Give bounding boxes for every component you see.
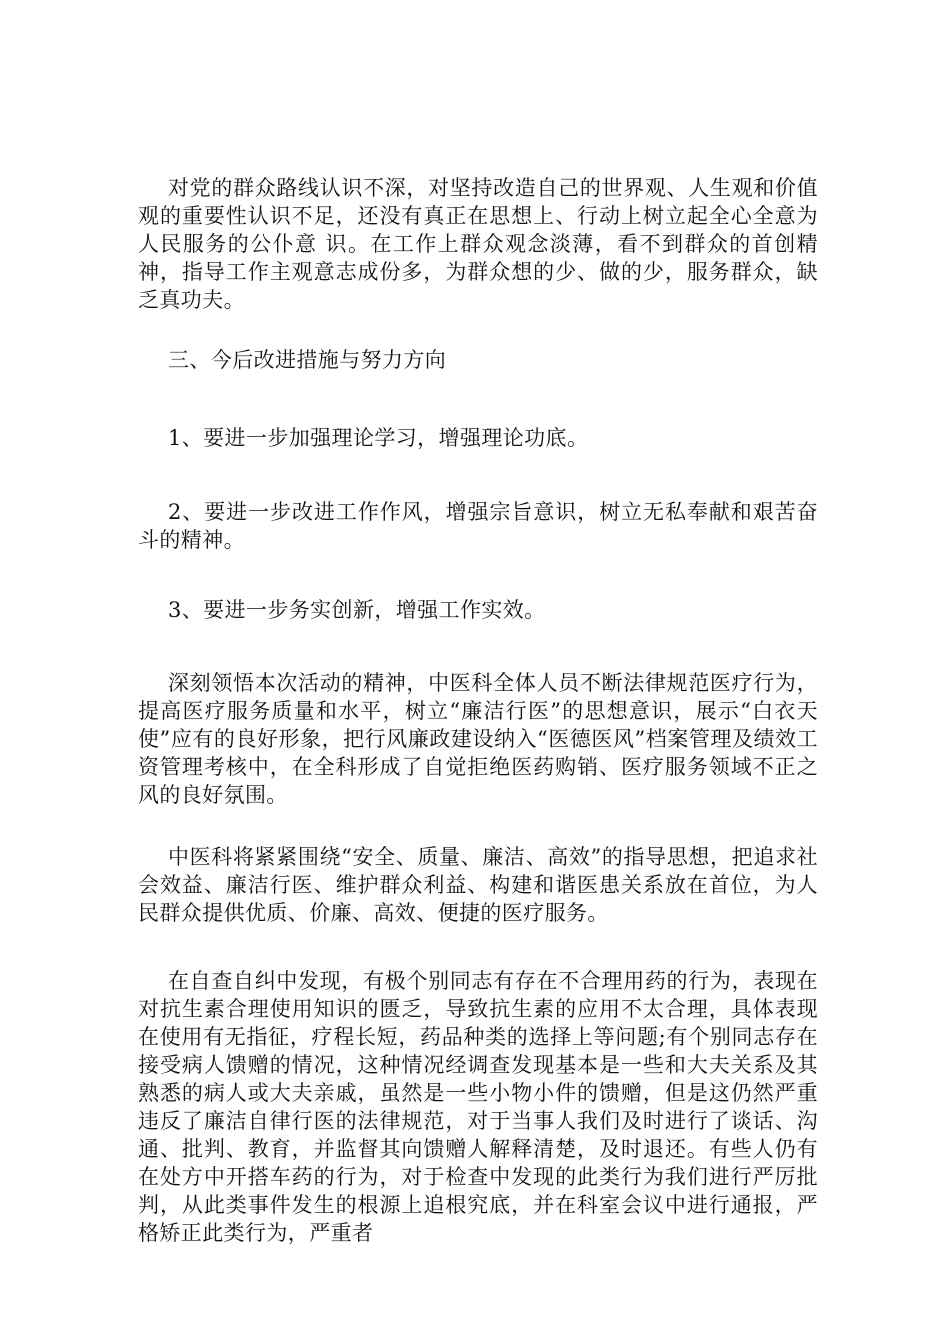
- list-item-work-style: 2、要进一步改进工作作风，增强宗旨意识，树立无私奉献和艰苦奋斗的精神。: [138, 500, 818, 552]
- list-item-innovation: 3、要进一步务实创新，增强工作实效。: [168, 598, 546, 622]
- section-heading-improvement-measures: 三、今后改进措施与努力方向: [168, 348, 447, 372]
- paragraph-activity-spirit: 深刻领悟本次活动的精神，中医科全体人员不断法律规范医疗行为，提高医疗服务质量和水平，树立“廉洁行医”的思想意识，展示“白衣天使”应有的良好形象，把行风廉政建设纳入“医德医风”档案管理及绩效工资管理考核中，在全科形成了自觉拒绝医药购销、医疗服务领域不正之风的良好氛围。: [138, 671, 818, 807]
- list-item-theory-study: 1、要进一步加强理论学习，增强理论功底。: [168, 426, 589, 450]
- paragraph-mass-line-shortcomings: 对党的群众路线认识不深，对坚持改造自己的世界观、人生观和价值观的重要性认识不足，还没有真正在思想上、行动上树立起全心全意为人民服务的公仆意 识。在工作上群众观念淡薄，看不到群众的首创精神，指导工作主观意志成份多，为群众想的少、做的少，服务群众，缺乏真功夫。: [138, 176, 818, 312]
- paragraph-guiding-ideology: 中医科将紧紧围绕“安全、质量、廉洁、高效”的指导思想，把追求社会效益、廉洁行医、维护群众利益、构建和谐医患关系放在首位，为人民群众提供优质、价廉、高效、便捷的医疗服务。: [138, 845, 818, 925]
- paragraph-self-inspection: 在自查自纠中发现，有极个别同志有存在不合理用药的行为，表现在对抗生素合理使用知识的匮乏，导致抗生素的应用不太合理，具体表现在使用有无指征，疗程长短，药品种类的选择上等问题;有个别同志存在接受病人馈赠的情况，这种情况经调查发现基本是一些和大夫关系及其熟悉的病人或大夫亲戚，虽然是一些小物小件的馈赠，但是这仍然严重违反了廉洁自律行医的法律规范，对于当事人我们及时进行了谈话、沟通、批判、教育，并监督其向馈赠人解释清楚，及时退还。有些人仍有在处方中开搭车药的行为，对于检查中发现的此类行为我们进行严厉批判，从此类事件发生的根源上追根究底，并在科室会议中进行通报，严格矫正此类行为，严重者: [138, 969, 818, 1245]
